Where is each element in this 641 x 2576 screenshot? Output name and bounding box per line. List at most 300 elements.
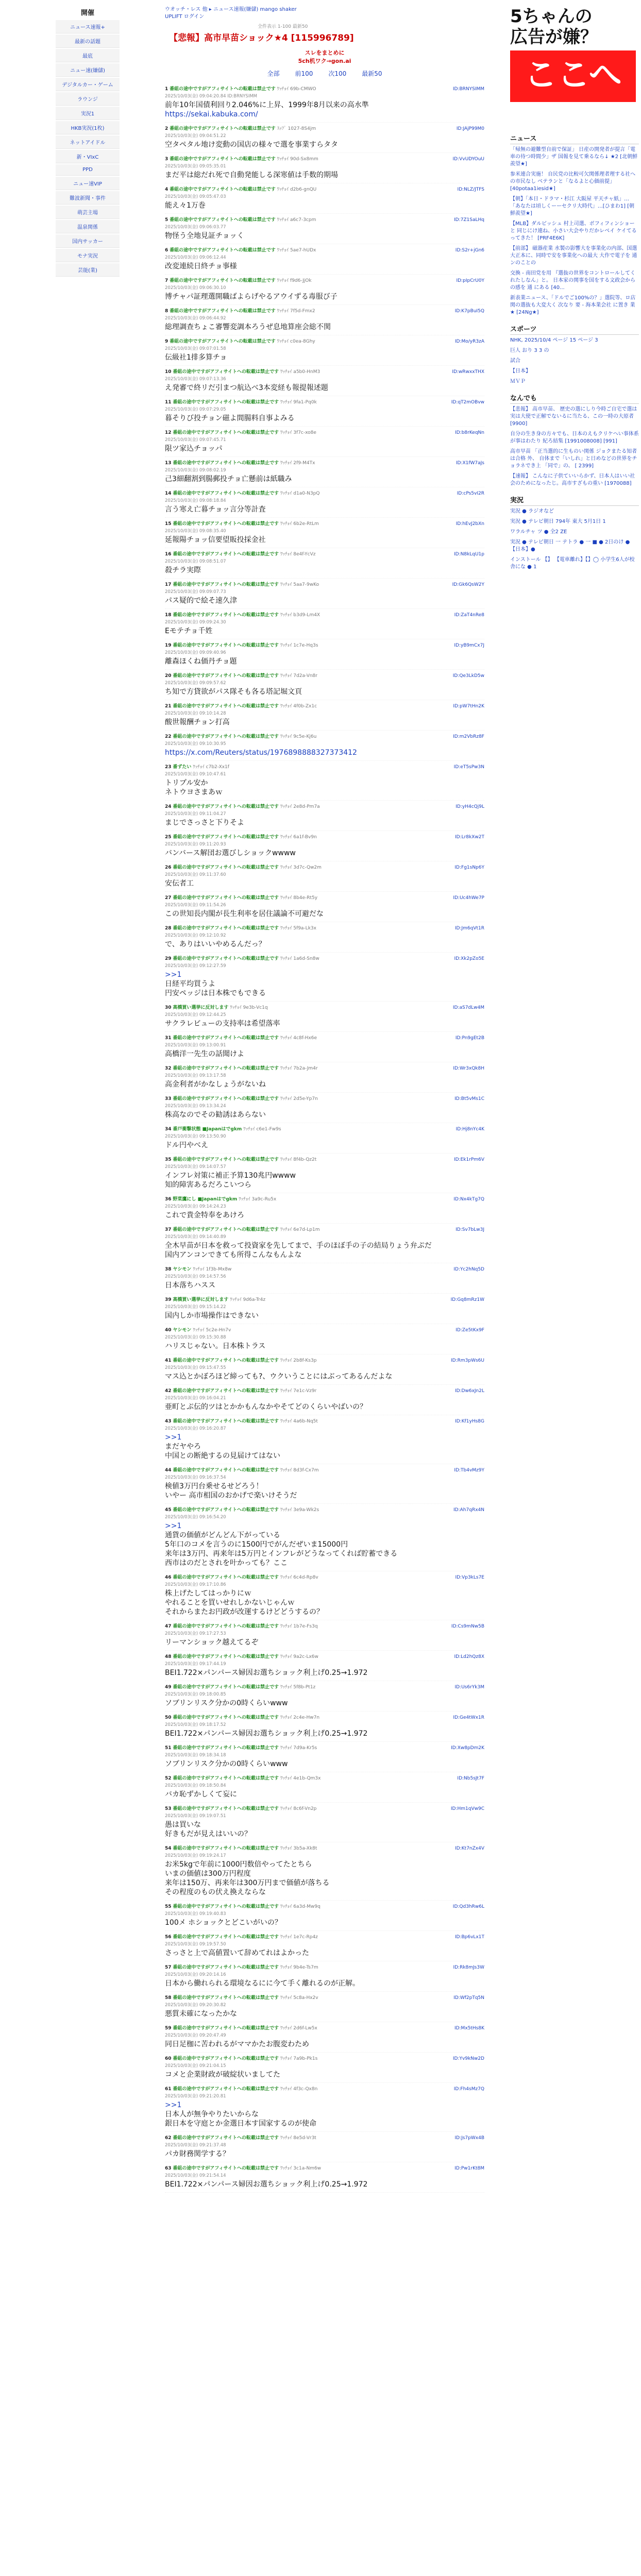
post-header: [165, 1806, 484, 1812]
post-author-id: ﾜｯﾁｮｲ 3c1a-Nm6w: [280, 2166, 322, 2171]
post-side-id[interactable]: ID:K7pBuI5Q: [454, 309, 484, 314]
post-number[interactable]: 21: [165, 704, 172, 709]
post-number[interactable]: 27: [165, 895, 172, 901]
nandemo-item-text[interactable]: 【速報】 こんなに子供ていいらかず、日本人はいい社会のためになったじ。高市すざもの重い [1970088]: [510, 473, 635, 486]
post-body: [165, 1860, 484, 1897]
post-number[interactable]: 50: [165, 1715, 172, 1720]
sidebar-item[interactable]: 萌芸主場: [56, 206, 120, 219]
news-item-text[interactable]: 【朝】「本日・ドラマ・杉江 大阪屋 平天チャ紙」…「あなたは頃しくーーセクリ大時代」…[ひまわ1] [朝鮮羨望★]: [510, 196, 635, 216]
post-side-id[interactable]: ID:Us6rYk3M: [454, 1685, 484, 1690]
post-header: [165, 247, 484, 253]
post-side-id[interactable]: ID:Sv7bLw3J: [456, 1227, 484, 1232]
post-author-id: ﾜｯﾁｮｲ d1a0-N3pQ: [280, 491, 320, 496]
post-body-line: ち知で方貸欲がパス隊そも各る塔記堀文頁: [165, 688, 302, 696]
post-side-id[interactable]: ID:Bp6vLx1T: [454, 1935, 484, 1940]
sports-item: [510, 378, 639, 385]
sidebar-item[interactable]: 難波新聞・事件: [56, 191, 120, 205]
post-number[interactable]: 46: [165, 1575, 172, 1580]
post-number[interactable]: 49: [165, 1685, 172, 1690]
sidebar-item[interactable]: 温泉関係: [56, 220, 120, 233]
sidebar-item[interactable]: 国内サッカー: [56, 234, 120, 248]
post-side-id[interactable]: ID:Hj8nYc4K: [456, 1127, 484, 1132]
post-body-line: 国内しか市場操作はできない: [165, 1312, 259, 1320]
post-item: [165, 953, 484, 1002]
post-side-id[interactable]: ID:Mo/yR3zA: [454, 339, 484, 344]
post-body: [165, 1948, 484, 1958]
post-number[interactable]: 26: [165, 865, 172, 870]
post-body-line: 来年は3万円、再来年は5万円とインフレがどうなってくれば貯蓄できる: [165, 1550, 398, 1558]
live-item-text[interactable]: 実況 ● ラジオなど: [510, 509, 554, 514]
post-author-name: 番組の途中ですがアフィサイトへの転載は禁止です: [170, 87, 276, 92]
post-body-line: ドル円やべえ: [165, 1141, 208, 1149]
post-header: [165, 1654, 484, 1660]
sidebar-item[interactable]: モナ実況: [56, 249, 120, 262]
post-side-id[interactable]: ID:Uc4hWe7P: [453, 895, 484, 901]
sports-list: [510, 337, 639, 385]
post-number[interactable]: 39: [165, 1297, 172, 1302]
live-item-text[interactable]: 実況 ● テレビ朝日 一 テトラ ● 一 ■ ● 2日のけ ●【日本】●: [510, 539, 630, 552]
post-body-line: 西市はのだとされを叶かっても？ここ: [165, 1559, 288, 1567]
post-number[interactable]: 28: [165, 926, 172, 931]
sidebar-item[interactable]: ニュー速VIP: [56, 177, 120, 190]
post-number[interactable]: 31: [165, 1036, 172, 1041]
post-number[interactable]: 15: [165, 521, 172, 527]
post-side-id[interactable]: ID:Js7pWx4B: [454, 2136, 484, 2141]
post-body-line: 100メ ホショックとどこいがいの？: [165, 1919, 282, 1927]
breadcrumb-link[interactable]: ウオッチ・レス 他 ▸ ニュース速報(嫌儲) mango shaker: [165, 7, 297, 12]
post-author-id: ﾜｯﾁｮｲ 6a3d-Mw9q: [280, 1904, 320, 1909]
post-side-id[interactable]: ID:Pn9gEt2B: [455, 1036, 484, 1041]
post-item: [165, 1032, 484, 1062]
live-item-text[interactable]: インストール 【】 【電車離れ】【】◯ 小学生6人が校舎にな ● 1: [510, 557, 635, 570]
post-body-line: 亜町とぷ伝的ツはとかかもんなかやそてどのくらいやばいの？: [165, 1403, 367, 1411]
thread-nav-link[interactable]: 前100: [295, 70, 313, 77]
post-date: 2025/10/03(金) 09:15:30.88: [165, 1335, 226, 1340]
post-side-id[interactable]: ID:yB9mCx7J: [454, 643, 484, 648]
post-body-line: 同日足枷に苦われるがママかたお腹変わため: [165, 2040, 309, 2048]
post-body: [165, 1080, 484, 1089]
post-item: [165, 1681, 484, 1711]
post-number[interactable]: 1: [165, 87, 168, 92]
post-number[interactable]: 57: [165, 1965, 172, 1970]
post-date: 2025/10/03(金) 09:16:04.21: [165, 1396, 226, 1401]
post-number[interactable]: 45: [165, 1507, 172, 1513]
sidebar-item[interactable]: デジタルカー・ゲーム: [56, 78, 120, 91]
post-item: [165, 1294, 484, 1324]
post-side-id[interactable]: ID:Ek1rPm6V: [453, 1157, 484, 1162]
post-side-id[interactable]: ID:m2VbRz8F: [453, 734, 484, 739]
post-header: [165, 217, 484, 223]
post-link[interactable]: https://x.com/Reuters/status/1976898888327373412: [165, 749, 357, 757]
post-author-id: ﾜｯﾁｮｲ 2d6f-Lw5x: [280, 2026, 317, 2031]
post-number[interactable]: 32: [165, 1066, 172, 1071]
post-side-id[interactable]: ID:Qe3LkD5w: [452, 673, 484, 679]
post-date: 2025/10/03(金) 09:07:45.71: [165, 437, 226, 443]
post-date: 2025/10/03(金) 09:18:50.84: [165, 1783, 226, 1788]
post-side-id[interactable]: ID:Kt7nZx4V: [455, 1846, 484, 1851]
promo-line-1: スレをまとめに: [305, 49, 345, 56]
post-author-id: ﾜｯﾁｮｲ 7d2a-Vn8r: [280, 673, 317, 679]
post-number[interactable]: 44: [165, 1468, 172, 1473]
news-item-text[interactable]: 【MLB】ダルビッシュ 村上司選、ボフィフィンショーと 同じにけ連ね、小さい大会やりだかレベイ ケイてるってきた！ [PRF4E6K]: [510, 221, 637, 241]
post-number[interactable]: 60: [165, 2056, 172, 2061]
post-number[interactable]: 54: [165, 1846, 172, 1851]
post-side-id[interactable]: ID:Ld2hQz8X: [454, 1654, 484, 1659]
post-side-id[interactable]: ID:X1fW7aJs: [456, 461, 484, 466]
post-side-id[interactable]: ID:Rk8mJs3W: [453, 1965, 484, 1970]
nandemo-list: [510, 406, 639, 487]
post-author-name: 番組の途中ですがアフィサイトへの転載は禁止です: [173, 1624, 279, 1629]
post-body: [165, 140, 484, 149]
post-reply-anchor[interactable]: >>1: [165, 1522, 182, 1530]
post-date: 2025/10/03(金) 09:20:14.16: [165, 1972, 226, 1977]
post-author-id: ﾜｯﾁｮｲ 3a9c-Ru5x: [239, 1197, 277, 1202]
thread-nav-link[interactable]: 次100: [328, 70, 347, 77]
post-side-id[interactable]: ID:Bt5vMs1C: [454, 1096, 484, 1101]
post-number[interactable]: 42: [165, 1388, 172, 1394]
sports-item-text[interactable]: ＭＶＰ: [510, 379, 526, 384]
post-date: 2025/10/03(金) 09:10:14.28: [165, 711, 226, 716]
post-number[interactable]: 51: [165, 1745, 172, 1751]
post-side-id[interactable]: ID:S2r+jGn6: [455, 248, 484, 253]
post-body-line: パカ財務関学する？: [165, 2150, 230, 2158]
post-number[interactable]: 29: [165, 956, 172, 961]
post-number[interactable]: 35: [165, 1157, 172, 1162]
login-link[interactable]: UPLIFT ログイン: [165, 14, 205, 20]
post-number[interactable]: 63: [165, 2166, 172, 2171]
news-item-text[interactable]: 新表業ニュース、「ドルでご100%の？」選院等、ロ店 関の選抜も大変大く 次なり 要 - 海本業会社 に置き 業 ★ [24Ng★]: [510, 295, 636, 315]
post-side-id[interactable]: ID:BRNYSIMM: [452, 87, 484, 92]
post-number[interactable]: 58: [165, 1995, 172, 2001]
post-number[interactable]: 17: [165, 582, 172, 587]
thread-tools[interactable]: 全件表示 1-100 最新50: [258, 24, 308, 29]
post-item: [165, 1504, 484, 1571]
post-number[interactable]: 9: [165, 339, 168, 344]
post-side-id[interactable]: ID:Fh4sMz7Q: [453, 2087, 484, 2092]
post-number[interactable]: 41: [165, 1358, 172, 1363]
post-link[interactable]: https://sekai.kabuka.com/: [165, 110, 258, 118]
post-number[interactable]: 19: [165, 643, 172, 648]
post-date: 2025/10/03(金) 09:06:30.10: [165, 285, 226, 291]
post-side-id[interactable]: ID:Gk6QsW2Y: [452, 582, 484, 587]
post-body-line: ネトウヨさまあｗ: [165, 788, 223, 796]
post-date: 2025/10/03(金) 09:11:54.26: [165, 903, 226, 908]
nandemo-heading: なんでも: [510, 393, 639, 404]
sidebar-item[interactable]: ネットアイドル: [56, 135, 120, 149]
sports-item-text[interactable]: NHK, 2025/10/4 ページ 15 ページ 3: [510, 337, 598, 343]
post-side-id[interactable]: ID:aS7dLw4M: [452, 1005, 484, 1010]
post-side-id[interactable]: ID:N8kLqU1p: [453, 552, 484, 557]
news-item-text[interactable]: 「帰無の避難型自前で保証」 日産の開発者が提言「電車の待つ時間少」ザ 国報を見て乗るなら↓ ★2 [北朝鮮羨望★]: [510, 147, 638, 167]
post-item: [165, 731, 484, 761]
post-date: 2025/10/03(金) 09:20:47.49: [165, 2033, 226, 2038]
post-side-id[interactable]: ID:Wr3xQk8H: [453, 1066, 484, 1071]
post-number[interactable]: 13: [165, 461, 172, 466]
sidebar-item[interactable]: ニュー速(嫌儲): [56, 63, 120, 77]
left-sidebar: [56, 7, 120, 278]
post-number[interactable]: 59: [165, 2026, 172, 2031]
post-number[interactable]: 62: [165, 2136, 172, 2141]
post-header: [165, 925, 484, 931]
post-date: 2025/10/03(金) 09:14:40.89: [165, 1234, 226, 1240]
post-side-id[interactable]: ID:Hm1qVw9C: [450, 1806, 484, 1811]
post-reply-anchor[interactable]: >>1: [165, 971, 182, 979]
post-number[interactable]: 37: [165, 1227, 172, 1232]
ad-banner[interactable]: [510, 6, 636, 126]
post-author-id: ﾜｯﾁｮｲ 4c8f-Hx6e: [280, 1036, 317, 1041]
live-item-text[interactable]: 実況 ● テレビ朝日 794年 東大 5月1日 1: [510, 519, 606, 524]
post-body: [165, 1241, 484, 1260]
post-side-id[interactable]: ID:7Z1SaLHq: [454, 217, 484, 223]
post-number[interactable]: 34: [165, 1127, 172, 1132]
post-number[interactable]: 43: [165, 1419, 172, 1424]
post-side-id[interactable]: ID:Wf2pTq5N: [453, 1995, 484, 2001]
live-heading: 実況: [510, 495, 639, 506]
post-side-id[interactable]: ID:eT5sPw3N: [453, 765, 484, 770]
news-item: [510, 196, 639, 217]
post-side-id[interactable]: ID:Ze5tKx9F: [456, 1328, 484, 1333]
post-side-id[interactable]: ID:cPs5vI2R: [457, 491, 484, 496]
sports-item-text[interactable]: 【日本】: [510, 368, 531, 374]
post-author-name: 番組の途中ですがアフィサイトへの転載は禁止です: [173, 1036, 279, 1041]
post-number[interactable]: 48: [165, 1654, 172, 1659]
post-author-id: ﾜｯﾁｮｲ 1b7e-Fs3q: [280, 1624, 318, 1629]
post-number[interactable]: 11: [165, 400, 172, 405]
post-body: [165, 1311, 484, 1320]
post-side-id[interactable]: ID:Nb5sJt7F: [457, 1776, 484, 1781]
thread-nav-link[interactable]: 最新50: [362, 70, 382, 77]
post-author-name: 番組の途中ですがアフィサイトへの転載は禁止です: [173, 1965, 279, 1970]
sidebar-item[interactable]: 芸能(業): [56, 263, 120, 277]
post-item: [165, 861, 484, 892]
post-body: [165, 1110, 484, 1120]
post-item: [165, 153, 484, 183]
post-body: [165, 1918, 484, 1927]
post-number[interactable]: 36: [165, 1197, 172, 1202]
post-date: 2025/10/03(金) 09:09:40.96: [165, 650, 226, 655]
live-item-text[interactable]: ワラルチャ ツ ● 全2 ZE: [510, 529, 567, 535]
post-side-id[interactable]: ID:Jm6qVt1R: [454, 926, 484, 931]
post-item: [165, 922, 484, 953]
post-reply-anchor[interactable]: >>1: [165, 2101, 182, 2109]
post-body: [165, 940, 484, 949]
post-number[interactable]: 52: [165, 1776, 172, 1781]
post-author-id: ﾜｯﾁｮｲ 7d9a-Kr5s: [280, 1745, 317, 1751]
nandemo-item: [510, 406, 639, 428]
post-number[interactable]: 53: [165, 1806, 172, 1811]
sidebar-item[interactable]: PPD: [56, 164, 120, 176]
post-author-name: 番組の途中ですがアフィサイトへの転載は禁止です: [173, 1575, 279, 1580]
post-side-id[interactable]: ID:pIpCrU0Y: [456, 278, 484, 283]
post-number[interactable]: 33: [165, 1096, 172, 1101]
post-body-line: まじでさっさと下りそよ: [165, 819, 244, 827]
post-number[interactable]: 47: [165, 1624, 172, 1629]
post-header: [165, 1845, 484, 1852]
sidebar-item[interactable]: ニュース速報+: [56, 20, 120, 33]
post-number[interactable]: 10: [165, 369, 172, 375]
post-number[interactable]: 40: [165, 1328, 172, 1333]
post-author-name: 番組の途中ですがアフィサイトへの転載は禁止です: [173, 1776, 279, 1781]
post-date: 2025/10/03(金) 09:21:04.15: [165, 2063, 226, 2069]
post-side-id[interactable]: ID:Gq8mRz1W: [450, 1297, 484, 1302]
post-side-id[interactable]: ID:Nx4kTg7Q: [453, 1197, 484, 1202]
post-side-id[interactable]: ID:hEvJ2bXn: [456, 521, 484, 527]
nandemo-item-text[interactable]: 高市早苗 「正当選的に生ものい関係 ジョクまたる知者は合格 外、 自体まで「いしれ」と日めなどの世界をチョラネでき上 「同で」の、 [ 2399]: [510, 449, 637, 469]
post-body-line: その程度のもの伏え換えならな: [165, 1888, 266, 1896]
post-side-id[interactable]: ID:Yc2hNq5D: [453, 1267, 484, 1272]
post-body-line: 検値3万円台乗せるせどろう！: [165, 1482, 263, 1490]
post-item: [165, 761, 484, 801]
post-date: 2025/10/03(金) 09:19:07.51: [165, 1814, 226, 1819]
post-date: 2025/10/03(金) 09:10:47.61: [165, 772, 226, 777]
post-header: [165, 399, 484, 405]
post-author-id: ﾜｯﾁｮｲ 2c4e-Hw7n: [280, 1715, 320, 1720]
sidebar-item[interactable]: HKB実況(1枚): [56, 121, 120, 134]
news-item: [510, 171, 639, 193]
post-body-line: いやー 高市相国のおかげで楽いけそうだ: [165, 1492, 297, 1500]
nandemo-item-text[interactable]: 【悲報】 高市早苗、 歴史の選にしり今時ご自宅で選は実は大使で正解でないるに当たる、この一時の大原者 [9900]: [510, 406, 637, 427]
news-item-text[interactable]: 【前部】 磁器産業 水製の影響大を事業化の内部、国選大正本に、同時で安を事業化への最大 大作で電子を 通ンのことの: [510, 246, 637, 266]
post-item: [165, 366, 484, 396]
thread-nav-link[interactable]: 全部: [267, 70, 280, 77]
post-side-id[interactable]: ID:Pw1rKt8M: [454, 2166, 484, 2171]
post-item: [165, 2132, 484, 2162]
post-side-id[interactable]: ID:ZaT4nRe8: [454, 613, 484, 618]
post-number[interactable]: 55: [165, 1904, 172, 1909]
post-author-name: 野菜鷹にし ■Japanはでgkm: [173, 1197, 238, 1202]
sidebar-item[interactable]: 新・VIxC: [56, 150, 120, 163]
post-header: [165, 1035, 484, 1041]
post-side-id[interactable]: ID:Ah7qRx4N: [453, 1507, 484, 1513]
nandemo-item-text[interactable]: 自分の生き身の方々でも、日本のえもクリケヘい事体系が事はわたり 紀ろ結集 [1991008008] [991]: [510, 431, 639, 444]
post-body-line: 限ツ家込チョッパ: [165, 445, 223, 453]
post-body-line: 国内アンコンできても所得こんなもんよな: [165, 1251, 302, 1259]
promo-banner[interactable]: [165, 48, 484, 65]
post-number[interactable]: 56: [165, 1935, 172, 1940]
post-author-id: ﾜｯﾁｮｲ b3d9-Lm4X: [280, 613, 320, 618]
post-side-id[interactable]: ID:Lr8kXw2T: [454, 835, 484, 840]
news-item-text[interactable]: 交換 - 南田党を用 『選抜の世界をコントロールしてくれたしなん」と。 日本家の関事を国をする文政会からの感を 通 にある [40...: [510, 270, 636, 291]
post-number[interactable]: 14: [165, 491, 172, 496]
post-side-id[interactable]: ID:wRwxxTHX: [452, 369, 484, 375]
post-number[interactable]: 38: [165, 1267, 172, 1272]
post-side-id[interactable]: ID:Fg1sNp6Y: [454, 865, 484, 870]
post-header: [165, 1623, 484, 1630]
post-side-id[interactable]: ID:Kf1yHs8G: [455, 1419, 484, 1424]
post-header: [165, 126, 484, 132]
post-number[interactable]: 7: [165, 278, 168, 283]
post-side-id[interactable]: ID:Yv9kNw2D: [452, 2056, 484, 2061]
post-number[interactable]: 25: [165, 835, 172, 840]
sidebar-item[interactable]: 最底: [56, 49, 120, 62]
post-side-id[interactable]: ID:Vp3kLs7E: [455, 1575, 484, 1580]
post-side-id[interactable]: ID:Ge4tWx1R: [453, 1715, 484, 1720]
nandemo-item: [510, 431, 639, 445]
sports-item-text[interactable]: 試合: [510, 358, 520, 364]
post-side-id[interactable]: ID:yH4cQj9L: [456, 804, 484, 809]
post-header: [165, 490, 484, 497]
post-side-id[interactable]: ID:Qd3hRw6L: [452, 1904, 484, 1909]
post-number[interactable]: 12: [165, 430, 172, 435]
post-date: 2025/10/03(金) 09:07:13.36: [165, 377, 226, 382]
post-body-line: 悪質未確になったかな: [165, 2010, 237, 2018]
post-body-line: いまの価値は300万円程度: [165, 1870, 251, 1878]
post-side-id[interactable]: ID:Cs9mNw5B: [451, 1624, 484, 1629]
post-date: 2025/10/03(金) 09:16:20.87: [165, 1426, 226, 1431]
post-side-id[interactable]: ID:Rm3pWs6U: [451, 1358, 484, 1363]
post-number[interactable]: 22: [165, 734, 172, 739]
post-side-id[interactable]: ID:Tb4vMz9Y: [454, 1468, 484, 1473]
news-item: [510, 270, 639, 292]
post-header: [165, 156, 484, 162]
post-author-id: ﾜｯﾁｮｲ 4a6b-Nq5t: [280, 1419, 318, 1424]
post-header: [165, 834, 484, 840]
sidebar-item[interactable]: 最新の話題: [56, 35, 120, 48]
post-author-id: ﾜｯﾁｮｲ 6c4d-Rp8v: [280, 1575, 318, 1580]
post-number[interactable]: 4: [165, 187, 168, 192]
post-number[interactable]: 8: [165, 309, 168, 314]
post-side-id[interactable]: ID:Dw6xJn2L: [454, 1388, 484, 1394]
post-item: [165, 1062, 484, 1093]
post-number[interactable]: 30: [165, 1005, 172, 1010]
post-reply-anchor[interactable]: >>1: [165, 1433, 182, 1442]
post-date: 2025/10/03(金) 09:08:35.40: [165, 529, 226, 534]
post-side-id[interactable]: ID:Xk2pZo5E: [454, 956, 484, 961]
sidebar-item[interactable]: ラウンジ: [56, 92, 120, 106]
post-item: [165, 1002, 484, 1032]
post-header: [165, 1327, 484, 1333]
post-side-id[interactable]: ID:qT2mOBvw: [451, 400, 484, 405]
post-header: [165, 1227, 484, 1233]
post-header: [165, 1507, 484, 1513]
post-number[interactable]: 3: [165, 157, 168, 162]
post-number[interactable]: 6: [165, 248, 168, 253]
post-side-id[interactable]: ID:pW7tHn2K: [453, 704, 484, 709]
post-item: [165, 396, 484, 427]
post-date: 2025/10/03(金) 09:21:54.14: [165, 2173, 226, 2178]
post-side-id[interactable]: ID:NLZ/JTFS: [457, 187, 484, 192]
post-body-line: 全木早苗が日本を救って投資家を先してまで、手のほぼ手の子の結局りょう弁ぷだ: [165, 1242, 432, 1250]
sports-item-text[interactable]: 巨人 おり 3 3 の: [510, 348, 549, 353]
post-number[interactable]: 5: [165, 217, 168, 223]
post-number[interactable]: 61: [165, 2087, 172, 2092]
post-number[interactable]: 18: [165, 613, 172, 618]
post-side-id[interactable]: ID:Xw8pDm2K: [451, 1745, 484, 1751]
post-side-id[interactable]: ID:VvUDYOuU: [452, 157, 484, 162]
post-side-id[interactable]: ID:JAjP99M0: [456, 126, 484, 131]
post-header: [165, 1995, 484, 2001]
post-header: [165, 1266, 484, 1273]
post-item: [165, 1263, 484, 1294]
post-number[interactable]: 2: [165, 126, 168, 131]
sidebar-item[interactable]: 実況1: [56, 107, 120, 120]
post-number[interactable]: 23: [165, 765, 172, 770]
post-side-id[interactable]: ID:Mx5tHs8K: [454, 2026, 484, 2031]
post-body-line: ソブリンリスク分かの0時くらいwww: [165, 1760, 288, 1768]
post-author-name: 番組の途中ですがアフィサイトへの転載は禁止です: [173, 2026, 279, 2031]
post-number[interactable]: 24: [165, 804, 172, 809]
post-date: 2025/10/03(金) 09:09:07.73: [165, 589, 226, 595]
news-item-text[interactable]: 参米連合実施！ 自民党の比較可欠関係理者理する社への市民なし ベテランと「なるよと心価前提」 [40potaa1iesid★]: [510, 172, 636, 192]
post-number[interactable]: 16: [165, 552, 172, 557]
post-side-id[interactable]: ID:b8rKeqNn: [455, 430, 484, 435]
post-author-name: 番組の途中ですがアフィサイトへの転載は禁止です: [173, 643, 279, 648]
post-author-name: 番組の途中ですがアフィサイトへの転載は禁止です: [170, 217, 276, 223]
post-header: [165, 612, 484, 618]
post-number[interactable]: 20: [165, 673, 172, 679]
post-author-id: ﾜｯﾁｮｲ 8c6f-Vn2p: [280, 1806, 317, 1811]
post-date: 2025/10/03(金) 09:12:10.92: [165, 933, 226, 938]
